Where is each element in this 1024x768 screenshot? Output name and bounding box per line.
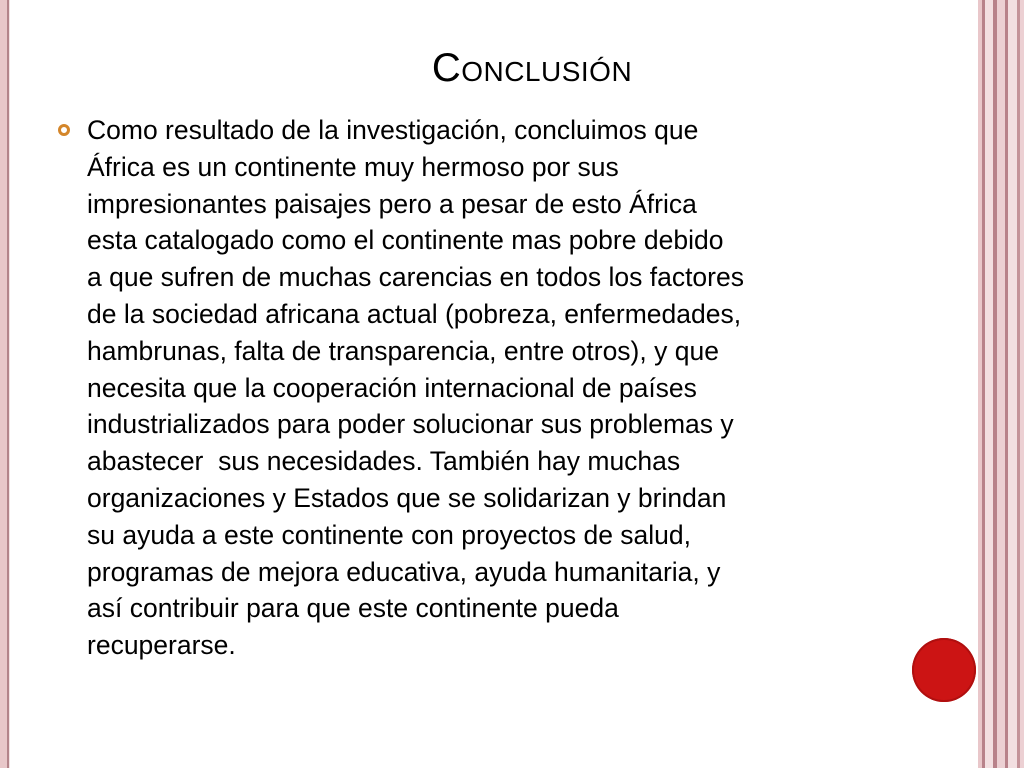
right-border-stripe	[1020, 0, 1024, 768]
slide-title: Conclusión	[431, 46, 633, 90]
left-border-decoration	[0, 0, 7, 768]
right-border-stripe	[997, 0, 1005, 768]
bullet-circle-icon	[58, 124, 70, 136]
left-border-edge	[9, 0, 10, 768]
right-border-stripe	[985, 0, 993, 768]
bullet-text: Como resultado de la investigación, concluimos que África es un continente muy hermoso por sus impresionantes paisajes pero a pesar de esto África esta catalogado como el continente mas pobre debido a que sufren de muchas carencias en todos los factores de la sociedad africana actual (pobreza, enfermedades, hambrunas, falta de transparencia, entre otros), y que necesita que la cooperación internacional de países industrializados para poder solucionar sus problemas y abastecer sus necesidades. También hay muchas organizaciones y Estados que se solidarizan y brindan su ayuda a este continente con proyectos de salud, programas de mejora educativa, ayuda humanitaria, y así contribuir para que este continente pueda recuperarse.	[87, 115, 744, 661]
right-border-stripe	[1008, 0, 1017, 768]
red-circle-decoration	[912, 638, 976, 702]
